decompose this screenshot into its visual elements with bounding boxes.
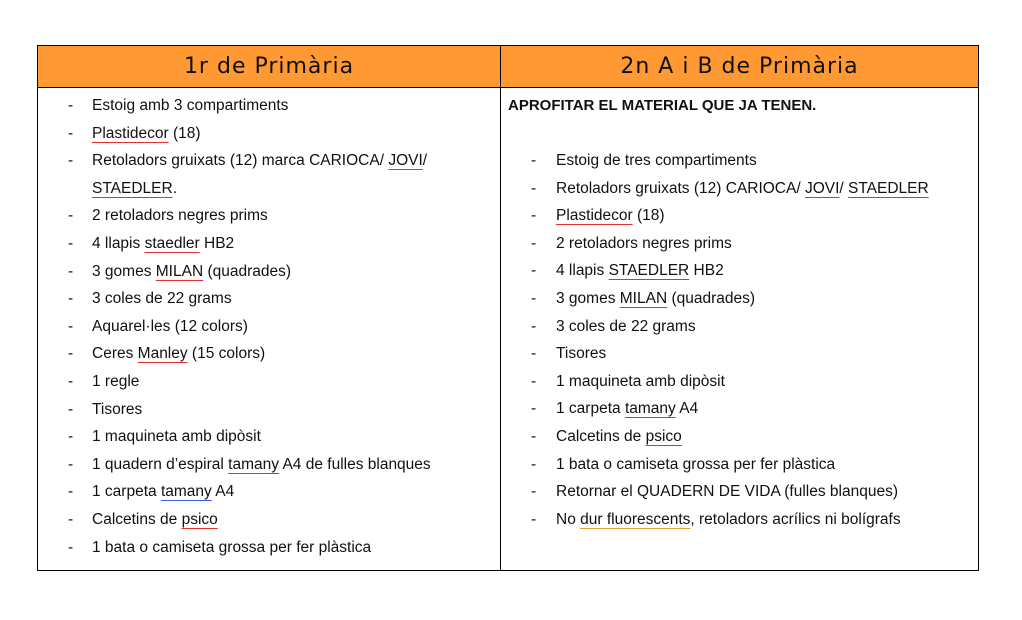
item-text: 1 regle	[92, 372, 140, 390]
dash-bullet: -	[68, 317, 74, 335]
list-item	[531, 340, 951, 368]
list-item	[531, 202, 951, 230]
dash-bullet: -	[68, 290, 74, 308]
list-item	[68, 230, 478, 258]
list-item	[531, 285, 951, 313]
dash-bullet: -	[531, 179, 537, 197]
dash-bullet: -	[531, 427, 537, 445]
item-text: 1 bata o camiseta grossa per fer plàstica	[556, 455, 836, 473]
list-item	[531, 368, 951, 396]
list-item	[531, 313, 951, 341]
flagged-word: psico	[645, 427, 682, 445]
dash-bullet: -	[531, 289, 537, 307]
item-text: 3 gomes MILAN (quadrades)	[92, 262, 292, 280]
list-item	[531, 257, 951, 285]
item-text: 2 retoladors negres prims	[92, 207, 268, 225]
item-text: 1 maquineta amb dipòsit	[556, 372, 725, 390]
dash-bullet: -	[531, 400, 537, 418]
list-item	[531, 175, 951, 203]
item-text: Estoig de tres compartiments	[556, 152, 757, 169]
item-text: 4 llapis STAEDLER HB2	[556, 262, 724, 280]
flagged-word: Plastidecor	[556, 207, 633, 225]
dash-bullet: -	[68, 538, 74, 556]
dash-bullet: -	[531, 455, 537, 473]
list-item	[531, 478, 951, 506]
list-item	[68, 120, 478, 148]
item-text: 1 bata o camiseta grossa per fer plàstica	[92, 538, 372, 556]
item-text: 2 retoladors negres prims	[556, 234, 732, 252]
item-text: Calcetins de psico	[556, 427, 682, 445]
dash-bullet: -	[68, 510, 74, 528]
list-item	[68, 368, 478, 396]
list-item	[68, 92, 478, 120]
first-grade-list	[68, 92, 478, 561]
item-text: Tisores	[92, 400, 143, 418]
flagged-word: psico	[181, 510, 218, 528]
dash-bullet: -	[68, 428, 74, 446]
item-text: 3 coles de 22 grams	[92, 290, 232, 308]
item-text: Plastidecor (18)	[92, 124, 201, 142]
dash-bullet: -	[68, 400, 74, 418]
dash-bullet: -	[531, 207, 537, 225]
dash-bullet: -	[531, 510, 537, 528]
header-second-grade: 2n A i B de Primària	[501, 46, 978, 88]
list-item	[531, 147, 951, 175]
flagged-word: tamany	[160, 483, 212, 501]
second-grade-list	[531, 147, 951, 533]
list-item	[531, 395, 951, 423]
item-text: 3 gomes MILAN (quadrades)	[556, 289, 756, 307]
dash-bullet: -	[531, 345, 537, 363]
list-item	[68, 396, 478, 424]
item-text: 3 coles de 22 grams	[556, 317, 696, 335]
supplies-table	[37, 45, 979, 571]
dash-bullet: -	[68, 262, 74, 280]
list-item	[531, 423, 951, 451]
item-text: Aquarel·les (12 colors)	[92, 317, 248, 335]
flagged-word: JOVI	[388, 152, 423, 170]
list-item	[68, 340, 478, 368]
list-item	[68, 478, 478, 506]
list-item	[68, 147, 478, 202]
list-item	[68, 534, 478, 562]
list-item	[68, 451, 478, 479]
item-text: Estoig amb 3 compartiments	[92, 97, 289, 114]
item-text: Tisores	[556, 345, 607, 363]
list-item	[68, 313, 478, 341]
flagged-word: dur fluorescents	[580, 510, 691, 528]
list-item	[531, 506, 951, 534]
second-grade-cell	[501, 88, 978, 570]
list-item	[68, 258, 478, 286]
item-text: No dur fluorescents, retoladors acrílics ni bolígrafs	[556, 510, 901, 528]
item-text: Plastidecor (18)	[556, 207, 665, 225]
dash-bullet: -	[68, 207, 74, 225]
flagged-word: staedler	[144, 234, 200, 252]
flagged-word: STAEDLER	[608, 262, 690, 280]
dash-bullet: -	[531, 152, 537, 169]
dash-bullet: -	[531, 262, 537, 280]
flagged-word: MILAN	[155, 262, 204, 280]
flagged-word: tamany	[228, 455, 279, 473]
dash-bullet: -	[531, 234, 537, 252]
item-text: Retoladors gruixats (12) marca CARIOCA/ JOVI/ STAEDLER.	[92, 152, 428, 197]
item-text: 1 quadern d’espiral tamany A4 de fulles blanques	[92, 455, 431, 473]
item-text: 4 llapis staedler HB2	[92, 234, 235, 252]
list-item	[68, 423, 478, 451]
item-text: Retornar el QUADERN DE VIDA (fulles blanques)	[556, 483, 898, 501]
dash-bullet: -	[68, 372, 74, 390]
flagged-word: STAEDLER	[848, 179, 929, 197]
list-item	[531, 451, 951, 479]
first-grade-cell	[38, 88, 501, 570]
item-text: 1 maquineta amb dipòsit	[92, 428, 261, 446]
flagged-word: STAEDLER	[92, 179, 173, 197]
list-item	[68, 202, 478, 230]
item-text: 1 carpeta tamany A4	[92, 483, 235, 501]
dash-bullet: -	[68, 345, 74, 363]
dash-bullet: -	[68, 124, 74, 142]
list-item	[68, 506, 478, 534]
flagged-word: JOVI	[804, 179, 840, 197]
flagged-word: Manley	[137, 345, 188, 363]
dash-bullet: -	[68, 152, 74, 170]
dash-bullet: -	[68, 97, 74, 114]
dash-bullet: -	[531, 483, 537, 501]
dash-bullet: -	[531, 372, 537, 390]
item-text: 1 carpeta tamany A4	[556, 400, 699, 418]
header-first-grade: 1r de Primària	[38, 46, 501, 88]
item-text: Calcetins de psico	[92, 510, 218, 528]
list-item	[531, 230, 951, 258]
item-text: Retoladors gruixats (12) CARIOCA/ JOVI/ STAEDLER	[556, 179, 929, 197]
item-text: Ceres Manley (15 colors)	[92, 345, 266, 363]
dash-bullet: -	[68, 483, 74, 501]
dash-bullet: -	[68, 455, 74, 473]
flagged-word: tamany	[624, 400, 676, 418]
reuse-material-note: APROFITAR EL MATERIAL QUE JA TENEN.	[508, 97, 817, 114]
flagged-word: Plastidecor	[92, 124, 169, 142]
dash-bullet: -	[68, 234, 74, 252]
list-item	[68, 285, 478, 313]
dash-bullet: -	[531, 317, 537, 335]
flagged-word: MILAN	[619, 289, 668, 307]
